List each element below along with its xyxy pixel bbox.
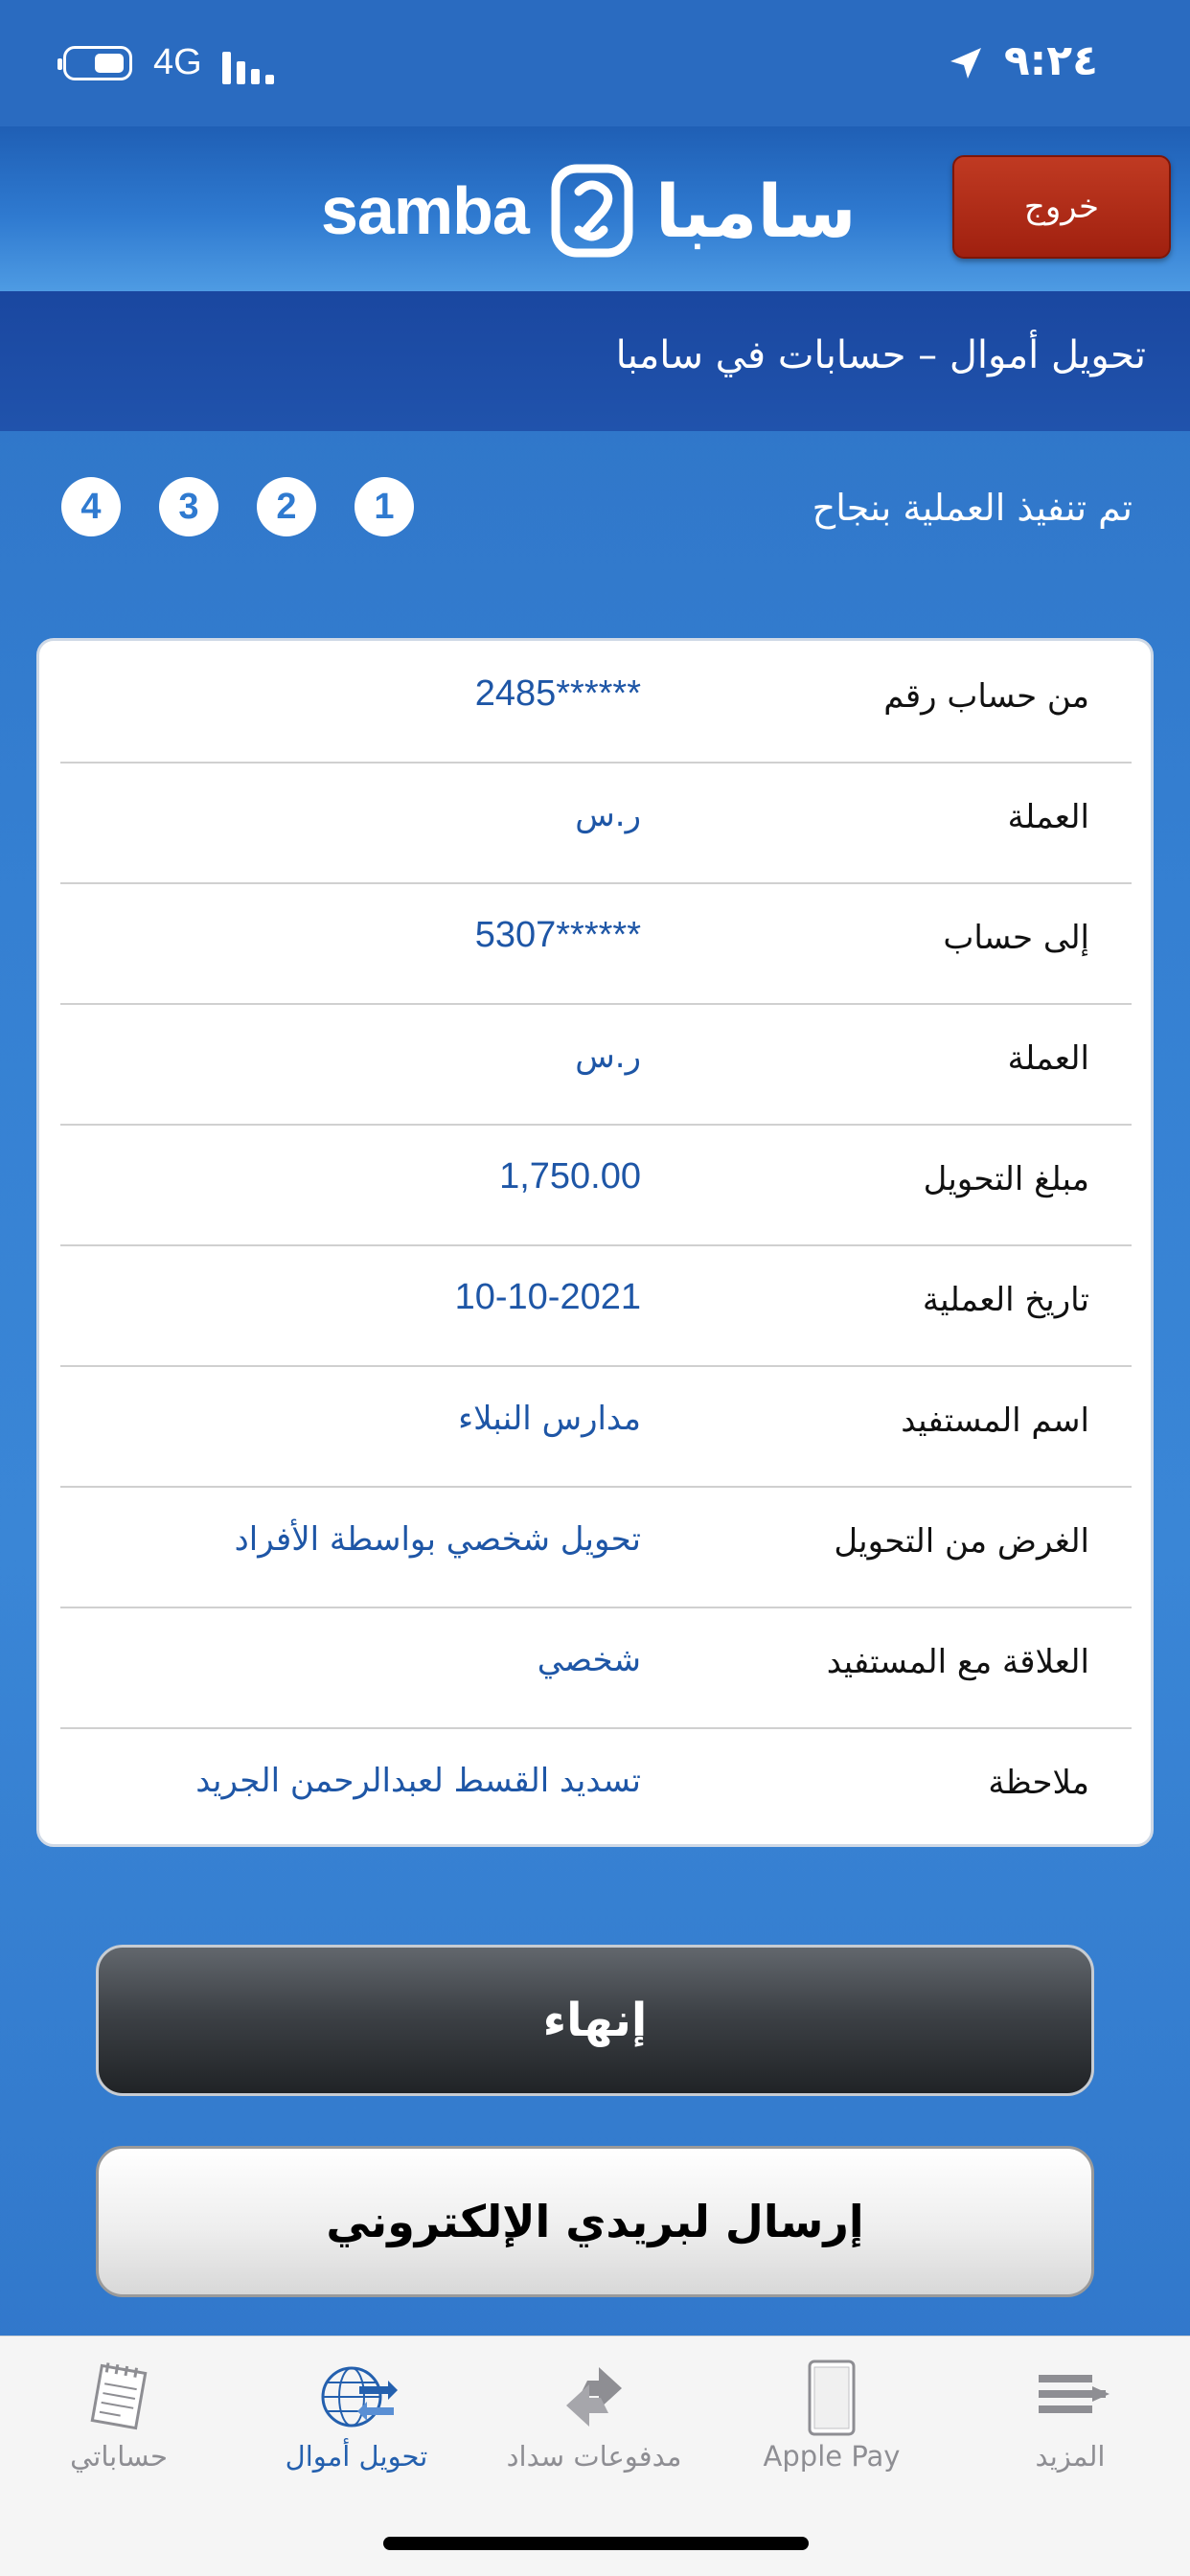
app-header xyxy=(0,126,1190,291)
tab-apple-pay[interactable] xyxy=(713,2337,950,2519)
detail-value: ر.س xyxy=(575,1037,641,1076)
tab-transfer-funds[interactable] xyxy=(238,2337,475,2519)
location-arrow-icon xyxy=(947,44,985,82)
phone-icon xyxy=(789,2354,875,2440)
page-title-bar xyxy=(0,291,1190,431)
detail-row-amount xyxy=(60,1124,1132,1246)
globe-transfer-icon xyxy=(313,2354,400,2440)
detail-row-relationship xyxy=(60,1607,1132,1729)
detail-label: من حساب رقم xyxy=(883,677,1089,716)
clock: ٩:٢٤ xyxy=(1003,36,1098,85)
samba-logo-icon xyxy=(550,163,634,259)
detail-value: شخصي xyxy=(537,1641,641,1679)
brand-name-en: samba xyxy=(321,173,529,248)
step-4: 4 xyxy=(61,477,121,536)
detail-value: تسديد القسط لعبدالرحمن الجريد xyxy=(195,1762,641,1800)
detail-row-currency-2 xyxy=(60,1003,1132,1126)
more-lines-icon xyxy=(1027,2354,1113,2440)
tab-more[interactable] xyxy=(950,2337,1190,2519)
network-label: 4G xyxy=(153,42,202,82)
detail-row-note xyxy=(60,1727,1132,1848)
detail-value: ******5307 xyxy=(474,915,641,955)
detail-value: ******2485 xyxy=(474,673,641,714)
detail-row-currency xyxy=(60,762,1132,884)
detail-value: 10-10-2021 xyxy=(454,1277,641,1317)
detail-label: مبلغ التحويل xyxy=(923,1160,1089,1198)
detail-label: اسم المستفيد xyxy=(901,1402,1089,1440)
tab-label: حساباتي xyxy=(70,2440,168,2473)
home-indicator xyxy=(383,2537,809,2550)
status-message: تم تنفيذ العملية بنجاح xyxy=(812,487,1133,529)
send-email-button[interactable]: إرسال لبريدي الإلكتروني xyxy=(96,2146,1094,2297)
page-title: تحويل أموال – حسابات في سامبا xyxy=(615,333,1146,377)
brand-logo xyxy=(321,153,857,268)
step-3: 3 xyxy=(159,477,218,536)
detail-label: ملاحظة xyxy=(988,1764,1089,1802)
detail-row-to-account xyxy=(60,882,1132,1005)
detail-value: مدارس النبلاء xyxy=(458,1400,641,1438)
detail-value: 1,750.00 xyxy=(499,1156,641,1197)
exchange-arrows-icon xyxy=(551,2354,637,2440)
detail-label: العلاقة مع المستفيد xyxy=(826,1643,1089,1681)
detail-value: تحويل شخصي بواسطة الأفراد xyxy=(234,1520,641,1559)
detail-label: العملة xyxy=(1007,1039,1089,1078)
step-2: 2 xyxy=(257,477,316,536)
detail-row-date xyxy=(60,1244,1132,1367)
detail-value: ر.س xyxy=(575,796,641,834)
tab-my-accounts[interactable] xyxy=(0,2337,238,2519)
tab-sadad-payments[interactable] xyxy=(475,2337,713,2519)
detail-label: تاريخ العملية xyxy=(922,1281,1089,1319)
detail-row-from-account xyxy=(60,641,1132,764)
tab-label: Apple Pay xyxy=(763,2440,901,2473)
tab-label: تحويل أموال xyxy=(285,2440,428,2473)
notepad-icon xyxy=(76,2354,162,2440)
logout-button[interactable]: خروج xyxy=(952,155,1171,259)
tab-label: المزيد xyxy=(1035,2440,1106,2473)
brand-name-ar: سامبا xyxy=(654,168,857,254)
detail-label: الغرض من التحويل xyxy=(834,1522,1089,1561)
signal-icon xyxy=(222,50,280,84)
detail-label: إلى حساب xyxy=(943,919,1089,957)
tab-label: مدفوعات سداد xyxy=(506,2440,682,2473)
step-1: 1 xyxy=(355,477,414,536)
battery-icon xyxy=(63,46,132,80)
transfer-details-card xyxy=(36,638,1154,1847)
detail-row-beneficiary xyxy=(60,1365,1132,1488)
finish-button[interactable]: إنهاء xyxy=(96,1945,1094,2096)
detail-label: العملة xyxy=(1007,798,1089,836)
detail-row-purpose xyxy=(60,1486,1132,1608)
status-bar xyxy=(0,0,1190,126)
